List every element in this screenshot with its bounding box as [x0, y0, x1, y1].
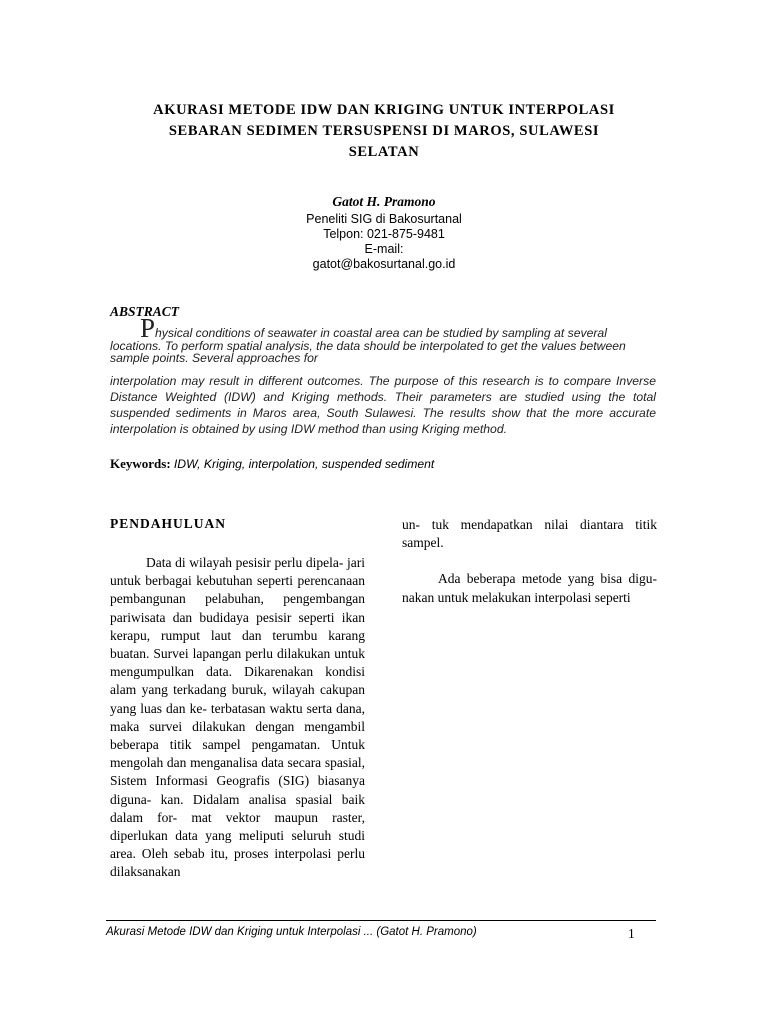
abstract-first-part [110, 313, 656, 365]
abstract-drop-cap: P [140, 313, 156, 343]
title-line-3: SELATAN [348, 144, 420, 160]
title-line-1: AKURASI METODE IDW DAN KRIGING UNTUK INTERPOLASI [153, 102, 615, 118]
right-paragraph-1: un- tuk mendapatkan nilai diantara titik sampel. [402, 517, 657, 551]
abstract-first-text: hysical conditions of seawater in coastal area can be studied by sampling at several locations. To perform spatial analysis, the data should be interpolated to get the values between sample points. Several approaches for [110, 326, 626, 365]
right-paragraph-2: Ada beberapa metode yang bisa digu- nakan untuk melakukan interpolasi seperti [402, 571, 657, 605]
footer-divider [106, 920, 656, 921]
section-heading: PENDAHULUAN [110, 516, 227, 531]
right-column [402, 516, 657, 607]
keywords-label: Keywords: [110, 456, 171, 471]
page-number: 1 [628, 926, 635, 941]
author-email: gatot@bakosurtanal.go.id [312, 257, 456, 271]
keywords-line [110, 456, 434, 472]
author-affiliation-block [110, 212, 658, 272]
author-email-label: E-mail: [364, 242, 404, 256]
keywords-text: IDW, Kriging, interpolation, suspended sediment [173, 457, 435, 471]
footer-running-title: Akurasi Metode IDW dan Kriging untuk Interpolasi ... (Gatot H. Pramono) [106, 926, 477, 938]
title-line-2: SEBARAN SEDIMEN TERSUSPENSI DI MAROS, SULAWESI [168, 123, 600, 139]
paper-title [110, 100, 658, 163]
abstract-second-part: interpolation may result in different outcomes. The purpose of this research is to compare Inverse Distance Weighted (IDW) and Kriging methods. Their parameters are studied using the total suspended sediments in Maros area, South Sulawesi. The results show that the more accurate interpolation is obtained by using IDW method than using Kriging method. [110, 374, 656, 436]
abstract-heading: ABSTRACT [110, 304, 180, 319]
left-paragraph: Data di wilayah pesisir perlu dipela- jari untuk berbagai kebutuhan seperti perencanaan pembangunan pelabuhan, pengembangan pariwisata dan budidaya pesisir seperti ikan kerapu, rumput laut dan terumbu karang buatan. Survei lapangan perlu dilakukan untuk mengumpulkan data. Dikarenakan kondisi alam yang terkadang buruk, wilayah cakupan yang luas dan ke- terbatasan waktu serta dana, maka survei dilakukan dengan mengambil beberapa titik sampel pengamatan. Untuk mengolah dan menganalisa data secara spasial, Sistem Informasi Geografis (SIG) biasanya diguna- kan. Didalam analisa spasial baik dalam for- mat vektor maupun raster, diperlukan data yang meliputi seluruh studi area. Oleh sebab itu, proses interpolasi perlu dilaksanakan [110, 555, 365, 880]
author-name: Gatot H. Pramono [332, 194, 436, 209]
author-affiliation: Peneliti SIG di Bakosurtanal [306, 212, 462, 226]
author-phone: Telpon: 021-875-9481 [323, 227, 445, 241]
left-column [110, 554, 365, 882]
